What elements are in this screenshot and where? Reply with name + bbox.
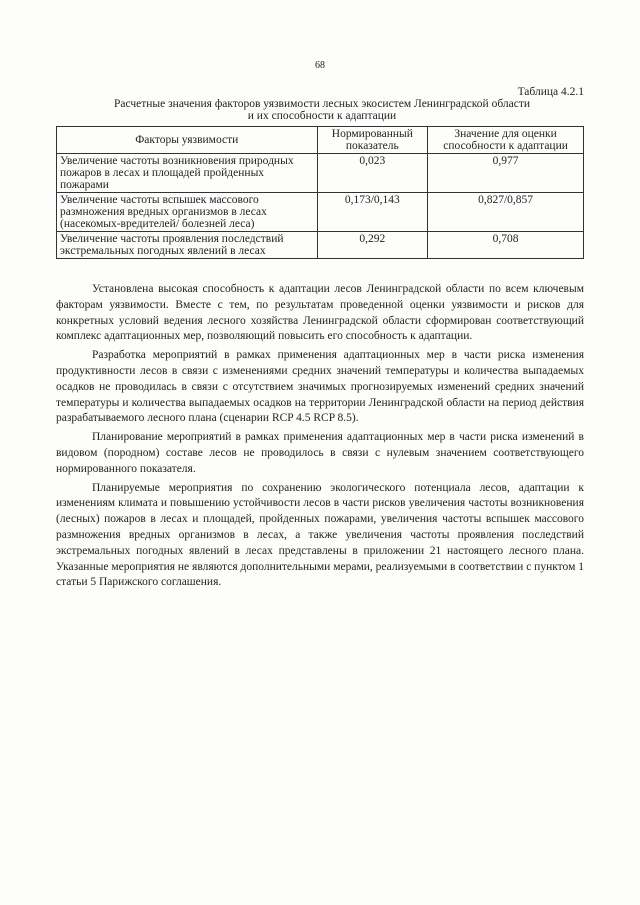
cell-adaptation: 0,827/0,857 bbox=[428, 193, 584, 232]
cell-factor: Увеличение частоты возникновения природных пожаров в лесах и площадей пройденных пожарами bbox=[57, 154, 318, 193]
paragraph: Планирование мероприятий в рамках применения адаптационных мер в части риска изменений в видовом (породном) составе лесов не проводилось в связи с нулевым значением соответствующего нормированного показателя. bbox=[56, 431, 584, 475]
cell-normalized: 0,023 bbox=[317, 154, 428, 193]
header-adaptation: Значение для оценки способности к адаптации bbox=[428, 127, 584, 154]
table-row bbox=[57, 193, 584, 232]
page-number: 68 bbox=[315, 60, 325, 71]
table-row bbox=[57, 232, 584, 259]
table-caption-line-2: и их способности к адаптации bbox=[247, 110, 397, 122]
body-text bbox=[56, 282, 584, 594]
paragraph: Планируемые мероприятия по сохранению экологического потенциала лесов, адаптации к изменениям климата и повышению устойчивости лесов в части рисков увеличения частоты возникновения (лесных) пожаров в лесах и площадей, пройденных пожарами, увеличения частоты вспышек массового размножения вредных организмов в лесах, а также увеличения частоты проявления последствий экстремальных погодных явлений в лесах представлены в приложении 21 настоящего лесного плана. Указанные мероприятия не являются дополнительными мерами, реализуемыми в соответствии с пунктом 1 статьи 5 Парижского соглашения. bbox=[56, 481, 584, 589]
paragraph: Установлена высокая способность к адаптации лесов Ленинградской области по всем ключевым факторам уязвимости. Вместе с тем, по результатам проведенной оценки уязвимости и рисков для конкретных условий ведения лесного хозяйства Ленинградской области сформирован соответствующий комплекс адаптационных мер, позволяющий повысить его способность к адаптации. bbox=[56, 283, 584, 343]
cell-normalized: 0,173/0,143 bbox=[317, 193, 428, 232]
cell-adaptation: 0,977 bbox=[428, 154, 584, 193]
cell-adaptation: 0,708 bbox=[428, 232, 584, 259]
table-caption-line-1: Расчетные значения факторов уязвимости лесных экосистем Ленинградской области bbox=[113, 98, 531, 110]
table-label: Таблица 4.2.1 bbox=[517, 86, 584, 98]
paragraph: Разработка мероприятий в рамках применения адаптационных мер в части риска изменения продуктивности лесов в связи с изменениями средних значений температуры и количества выпадаемых осадков не проводилась в связи с отсутствием значимых прогнозируемых изменений средних значений температуры и количества выпадаемых осадков на территории Ленинградской области на период действия разрабатываемого лесного плана (сценарии RCP 4.5 RCP 8.5). bbox=[56, 349, 584, 425]
vulnerability-factors-table bbox=[56, 126, 584, 259]
cell-factor: Увеличение частоты проявления последствий экстремальных погодных явлений в лесах bbox=[57, 232, 318, 259]
table-row bbox=[57, 154, 584, 193]
table-header-row bbox=[57, 127, 584, 154]
cell-normalized: 0,292 bbox=[317, 232, 428, 259]
header-factors: Факторы уязвимости bbox=[57, 127, 318, 154]
cell-factor: Увеличение частоты вспышек массового размножения вредных организмов в лесах (насекомых-вредителей/ болезней леса) bbox=[57, 193, 318, 232]
header-normalized: Нормированный показатель bbox=[317, 127, 428, 154]
table-caption bbox=[60, 98, 584, 122]
